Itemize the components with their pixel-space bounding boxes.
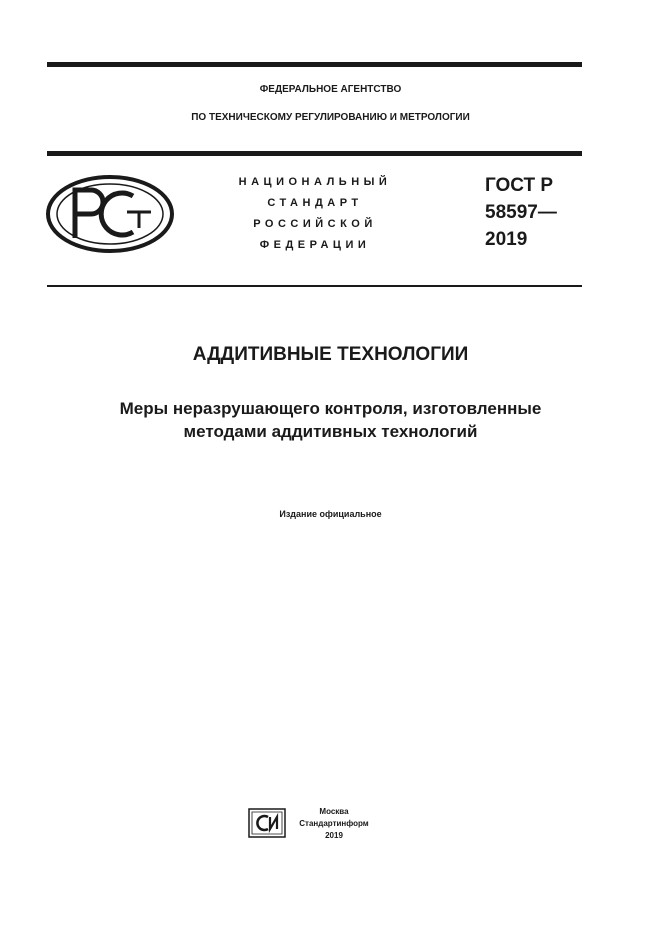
national-standard-line: НАЦИОНАЛЬНЫЙ [238,176,392,188]
header-rule [47,151,582,156]
standartinform-logo-icon [248,808,286,843]
designation-line: 58597— [485,202,557,223]
designation-line: 2019 [485,229,528,250]
block-rule [47,285,582,287]
edition-label: Издание официальное [279,509,382,519]
national-standard-line: РОССИЙСКОЙ [253,218,377,230]
publisher-year: 2019 [325,831,343,840]
designation-line: ГОСТ Р [485,175,554,196]
top-rule [47,62,582,67]
national-standard-line: ФЕДЕРАЦИИ [259,239,371,251]
standard-designation [485,172,557,253]
publisher-name: Стандартинформ [299,819,369,828]
subtitle-line: методами аддитивных технологий [183,422,478,441]
national-standard-label [225,172,405,256]
publisher-city: Москва [319,807,349,816]
subtitle-line: Меры неразрушающего контроля, изготовленные [119,399,542,418]
publisher-info [296,806,372,842]
national-standard-line: СТАНДАРТ [267,197,363,209]
agency-line-1: ФЕДЕРАЛЬНОЕ АГЕНТСТВО [259,84,402,95]
rst-circle-logo-icon [45,174,175,259]
agency-line-2: ПО ТЕХНИЧЕСКОМУ РЕГУЛИРОВАНИЮ И МЕТРОЛОГИИ [191,112,470,123]
main-title: АДДИТИВНЫЕ ТЕХНОЛОГИИ [192,344,469,365]
subtitle [0,397,661,443]
